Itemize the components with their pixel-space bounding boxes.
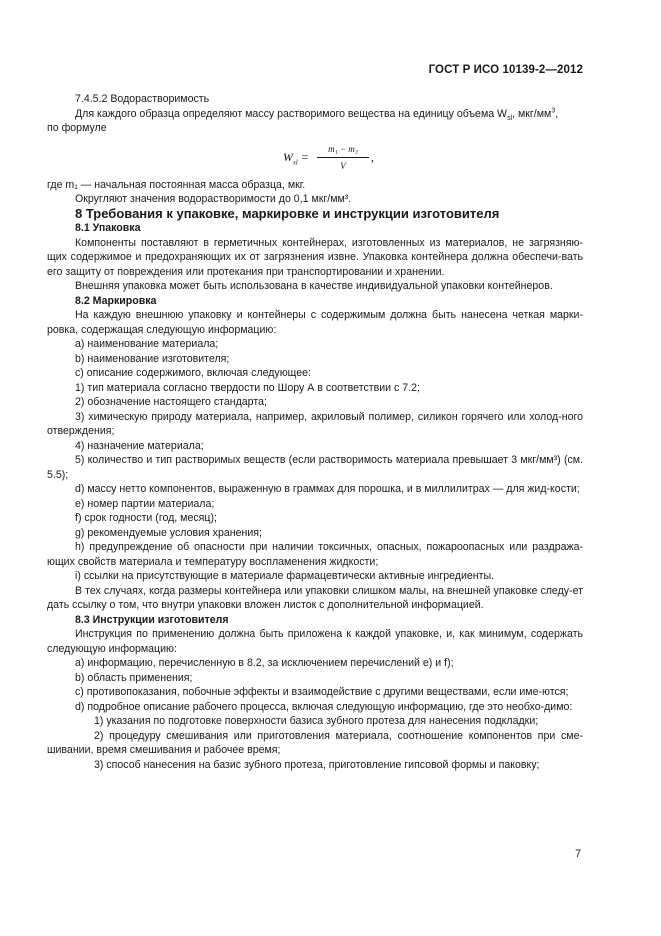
- section-81-p2: Внешняя упаковка может быть использована в качестве индивидуальной упаковки контейнеров.: [75, 280, 553, 292]
- section-82-title: 8.2 Маркировка: [75, 294, 157, 307]
- list-item: b) область применения;: [75, 671, 193, 684]
- list-item: b) наименование изготовителя;: [75, 352, 230, 365]
- list-item: c) описание содержимого, включая следующее:: [75, 367, 311, 379]
- list-item: 2) обозначение настоящего стандарта;: [75, 396, 267, 408]
- rounding-note: Округляют значения водорастворимости до 0,1 мкг/мм³.: [75, 193, 352, 205]
- formula-where: где m₁ — начальная постоянная масса образца, мкг.: [47, 178, 306, 191]
- list-item: 1) указания по подготовке поверхности базиса зубного протеза для нанесения подкладки;: [94, 715, 539, 727]
- list-item: d) подробное описание рабочего процесса, включая следующую информацию, где это необхо-димо:: [75, 700, 573, 713]
- section-8-title: 8 Требования к упаковке, маркировке и инструкции изготовителя: [75, 205, 500, 221]
- clause-7452-cont: по формуле: [47, 122, 107, 134]
- list-item: 4) назначение материала;: [75, 439, 204, 452]
- clause-7452-text: Для каждого образца определяют массу растворимого вещества на единицу объема $W_{sl}$, мкг/$мм^3$,: [75, 106, 559, 122]
- list-item: h) предупреждение об опасности при наличии токсичных, опасных, пожароопасных или раздража-ющих свойств материала и температуру воспламенения жидкости;: [47, 541, 583, 568]
- page-number: 7: [575, 848, 581, 860]
- list-item: 5) количество и тип растворимых веществ (если растворимость материала превышает 3 мкг/мм³) (см. 5.5);: [47, 454, 583, 481]
- list-item: d) массу нетто компонентов, выраженную в граммах для порошка, и в миллилитрах — для жид-кости;: [75, 483, 580, 495]
- section-81-p1: Компоненты поставляют в герметичных контейнерах, изготовленных из материалов, не загрязняю-щих содержимое и предохраняющих их от загрязнения извне. Упаковка контейнера должна обеспечи-вать его защиту от повреждения или протекания при транспортировании и хранении.: [47, 236, 583, 278]
- clause-7452-title: 7.4.5.2 Водорастворимость: [75, 93, 210, 105]
- list-item: g) рекомендуемые условия хранения;: [75, 526, 262, 539]
- formula-denominator: V: [340, 161, 346, 171]
- section-82-intro: На каждую внешнюю упаковку и контейнеры с содержимым должна быть нанесена четкая марки-ровка, содержащая следующую информацию:: [47, 309, 583, 336]
- page-content: [47, 92, 583, 772]
- section-81-title: 8.1 Упаковка: [75, 222, 141, 234]
- standard-header: ГОСТ Р ИСО 10139-2—2012: [428, 64, 583, 76]
- section-82-tail: В тех случаях, когда размеры контейнера или упаковки слишком малы, на внешней упаковке следу-ет дать ссылку о том, что внутри упаковки вложен листок с дополнительной информацией.: [47, 584, 583, 611]
- section-83-title: 8.3 Инструкции изготовителя: [75, 613, 229, 626]
- formula: [47, 142, 583, 170]
- list-item: a) наименование материала;: [75, 338, 219, 350]
- list-item: f) срок годности (год, месяц);: [75, 512, 217, 524]
- formula-numerator: m₁ − m₃: [317, 142, 369, 159]
- list-item: 3) химическую природу материала, например, акриловый полимер, силикон горячего или холод-ного отверждения;: [47, 410, 583, 437]
- list-item: 3) способ нанесения на базис зубного протеза, приготовление гипсовой формы и паковку;: [94, 758, 540, 771]
- list-item: 1) тип материала согласно твердости по Шору А в соответствии с 7.2;: [75, 381, 420, 394]
- formula-fraction: [317, 142, 369, 174]
- list-item: a) информацию, перечисленную в 8.2, за исключением перечислений e) и f);: [75, 657, 454, 669]
- list-item: i) ссылки на присутствующие в материале фармацевтически активные ингредиенты.: [75, 570, 495, 582]
- section-83-intro: Инструкция по применению должна быть приложена к каждой упаковке, и, как минимум, содержать следующую информацию:: [47, 628, 583, 655]
- formula-end: ,: [371, 149, 374, 164]
- list-item: 2) процедуру смешивания или приготовления материала, соотношение компонентов при сме-шивании, время смешивания и рабочее время;: [47, 729, 583, 756]
- formula-lhs: $W_{sl}$ =: [283, 149, 309, 166]
- list-item: e) номер партии материала;: [75, 497, 215, 510]
- list-item: c) противопоказания, побочные эффекты и взаимодействие с другими веществами, если име-ются;: [75, 686, 569, 698]
